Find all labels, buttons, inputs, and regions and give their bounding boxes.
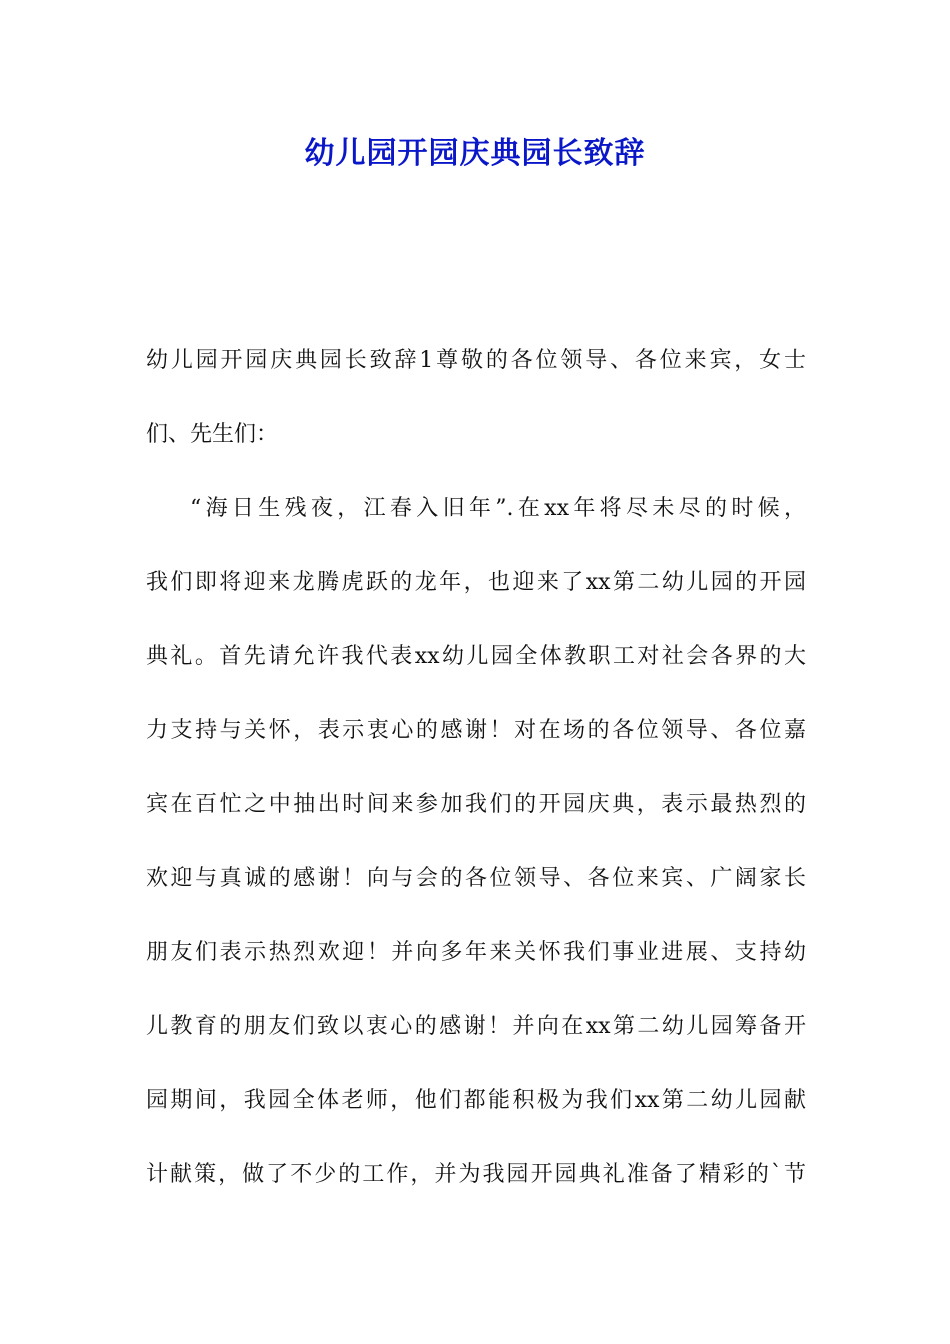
- paragraph-line: 欢迎与真诚的感谢！向与会的各位领导、各位来宾、广阔家长: [146, 866, 806, 891]
- paragraph-line: 典礼。首先请允许我代表xx幼儿园全体教职工对社会各界的大: [146, 644, 806, 669]
- paragraph-line: 计献策，做了不少的工作，并为我园开园典礼准备了精彩的`节: [146, 1162, 806, 1187]
- document-title: 幼儿园开园庆典园长致辞: [304, 136, 646, 171]
- paragraph-line: “海日生残夜，江春入旧年”.在xx年将尽未尽的时候，: [190, 496, 806, 521]
- paragraph-line: 我们即将迎来龙腾虎跃的龙年，也迎来了xx第二幼儿园的开园: [146, 570, 806, 595]
- paragraph-line: 儿教育的朋友们致以衷心的感谢！并向在xx第二幼儿园筹备开: [146, 1014, 806, 1039]
- paragraph-line: 力支持与关怀，表示衷心的感谢！对在场的各位领导、各位嘉: [146, 718, 806, 743]
- paragraph-line: 园期间，我园全体老师，他们都能积极为我们xx第二幼儿园献: [146, 1088, 806, 1113]
- paragraph-line: 朋友们表示热烈欢迎！并向多年来关怀我们事业进展、支持幼: [146, 940, 806, 965]
- paragraph-line: 幼儿园开园庆典园长致辞1尊敬的各位领导、各位来宾，女士: [146, 348, 806, 373]
- paragraph-line: 宾在百忙之中抽出时间来参加我们的开园庆典，表示最热烈的: [146, 792, 806, 817]
- paragraph-line: 们、先生们：: [146, 422, 279, 447]
